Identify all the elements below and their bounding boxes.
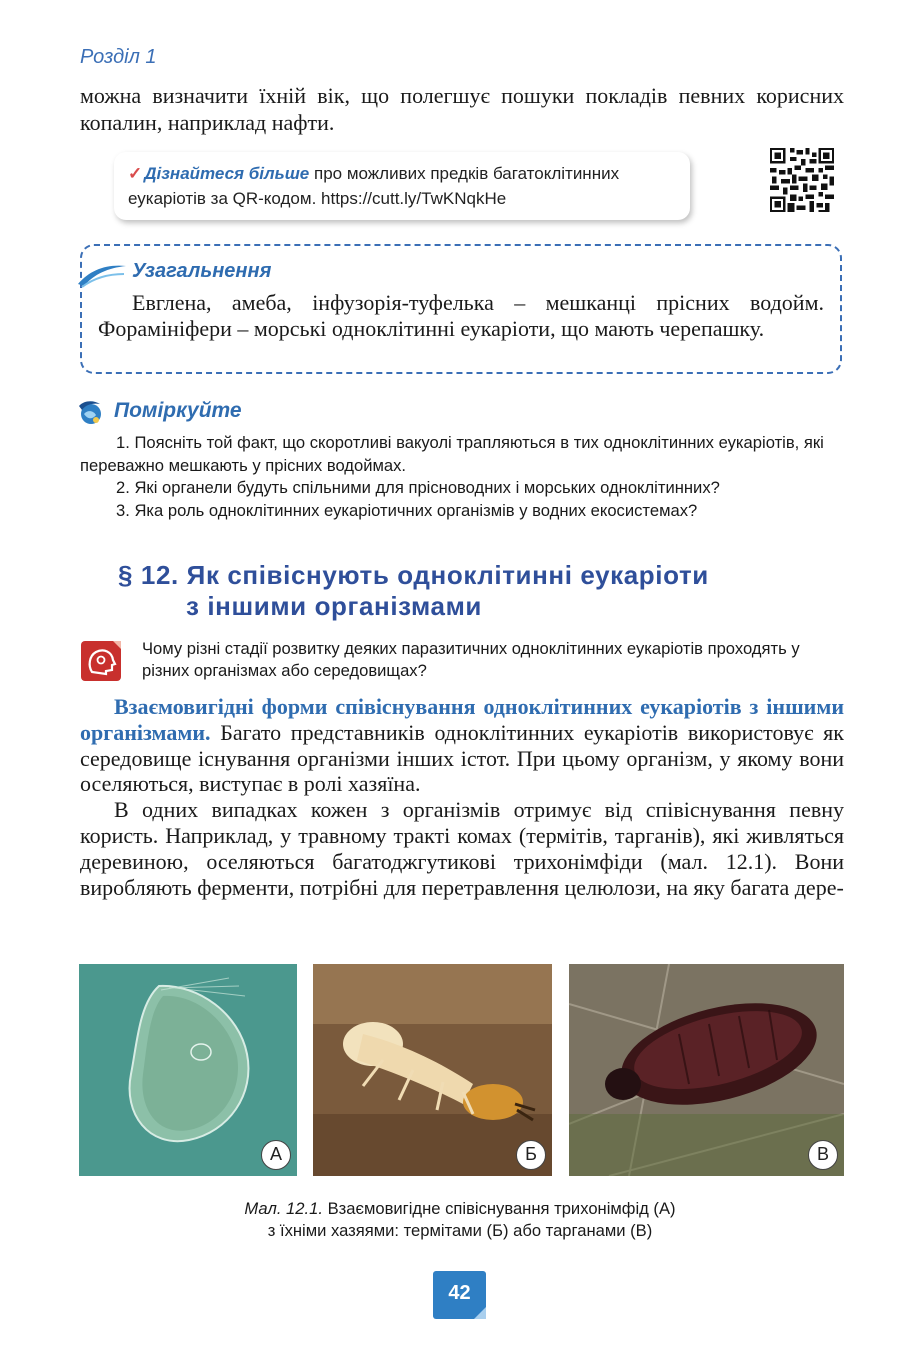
summary-title: Узагальнення [132, 260, 272, 282]
qr-code-icon[interactable] [770, 148, 834, 212]
body-paragraph-1 [80, 694, 844, 797]
section-title-line1: § 12. Як співіснують одноклітинні еукаріоти [118, 560, 709, 590]
swoosh-icon [76, 260, 128, 290]
learn-more-box [114, 152, 690, 220]
questions-list [80, 432, 844, 522]
thinking-head-icon [80, 640, 124, 682]
caption-lead: Мал. 12.1. [244, 1199, 323, 1218]
photo-termite [313, 964, 552, 1176]
learn-more-body[interactable]: про можливих предків багатоклітинних еукаріотів за QR-кодом. https://cutt.ly/TwKNqkHe [128, 164, 620, 208]
figure-caption [120, 1198, 800, 1242]
think-title: Поміркуйте [114, 399, 242, 422]
summary-text: Евглена, амеба, інфузорія-туфелька – мешканці прісних водойм. Форамініфери – морські одноклітинні еукаріоти, що мають черепашку. [98, 290, 824, 341]
photo-trichonympha [79, 964, 297, 1176]
photo-cockroach [569, 964, 844, 1176]
question-item: 2. Які органели будуть спільними для прісноводних і морських одноклітинних? [116, 478, 720, 497]
learn-more-text [128, 161, 684, 211]
chapter-label: Розділ 1 [80, 46, 157, 68]
intro-paragraph: можна визначити їхній вік, що полегшує пошуки покладів певних корисних копалин, наприклад нафти. [80, 83, 844, 135]
section-title [118, 560, 838, 622]
problem-question: Чому різні стадії розвитку деяких паразитичних одноклітинних еукаріотів проходять у різних організмах або середовищах? [142, 639, 800, 680]
label-c: В [808, 1140, 838, 1170]
label-b: Б [516, 1140, 546, 1170]
question-item: 1. Поясніть той факт, що скоротливі вакуолі трапляються в тих одноклітинних еукаріотів, які переважно мешкають у прісних водоймах. [80, 433, 824, 475]
globe-icon [76, 400, 104, 426]
learn-more-lead: Дізнайтеся більше [144, 164, 310, 183]
check-icon: ✓ [128, 164, 143, 183]
caption-line-1: Мал. 12.1. Взаємовигідне співіснування трихонімфід (А) [244, 1199, 676, 1218]
page-number: 42 [433, 1271, 486, 1319]
section-title-line2: з іншими організмами [186, 591, 482, 621]
body-paragraph-2: В одних випадках кожен з організмів отримує від співіснування певну користь. Наприклад, у травному тракті комах (термітів, тарганів), які живляться деревиною, оселяються багатоджгутикові трихонімфіди (мал. 12.1). Вони виробляють ферменти, потрібні для перетравлення целюлози, на яку багата дере- [80, 797, 844, 900]
question-item: 3. Яка роль одноклітинних еукаріотичних організмів у водних екосистемах? [116, 500, 698, 520]
body-highlight: Взаємовигідні форми співіснування одноклітинних еукаріотів з іншими організмами. [80, 694, 844, 745]
body-text [80, 694, 844, 900]
caption-line-2: з їхніми хазяями: термітами (Б) або тарганами (В) [267, 1221, 653, 1240]
body-paragraph-1-rest: Багато представників одноклітинних еукаріотів використовує як середовище існування організми інших істот. При цьому організм, у якому вони оселяються, виступає в ролі хазяїна. [80, 719, 844, 797]
label-a: А [261, 1140, 291, 1170]
